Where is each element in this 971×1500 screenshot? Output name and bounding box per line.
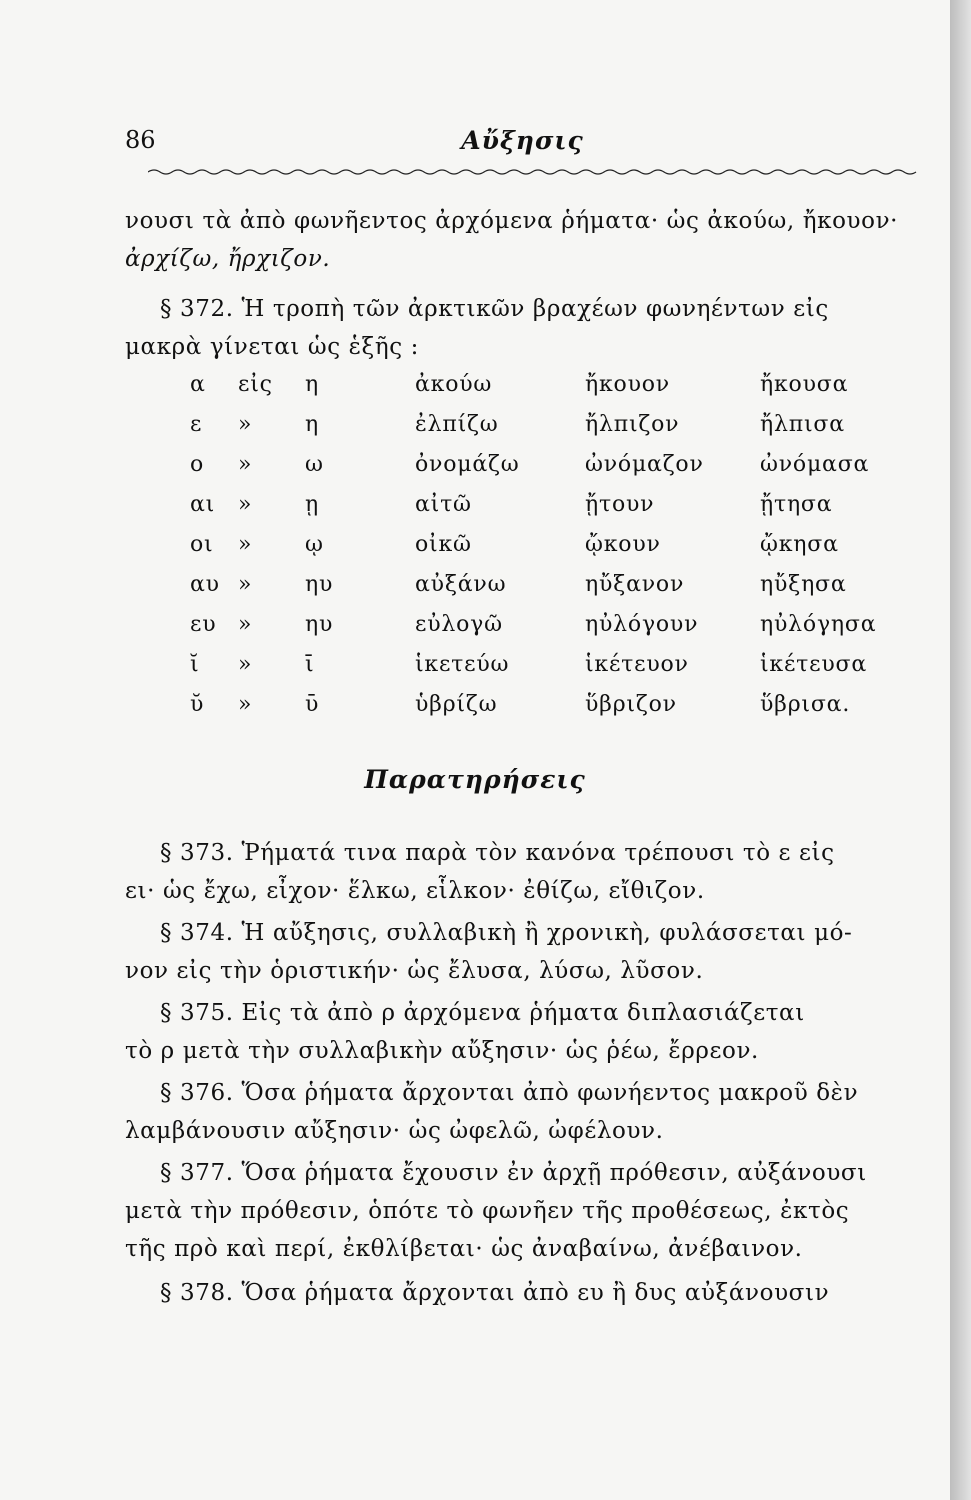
header-rule	[148, 168, 918, 176]
vowel-to: ῡ	[305, 692, 320, 717]
vowel-to: ῃ	[305, 492, 319, 517]
vowel-to: ηυ	[305, 572, 334, 597]
vowel-to: ηυ	[305, 612, 334, 637]
vowel-from: αυ	[190, 572, 220, 597]
arrow-mark: »	[238, 612, 253, 637]
table-row	[190, 492, 910, 532]
vowel-from: α	[190, 372, 206, 397]
s376-line-1: § 376. Ὅσα ῥήματα ἄρχονται ἀπὸ φωνήεντος μακροῦ δὲν	[160, 1080, 859, 1106]
present-form: ὑβρίζω	[415, 692, 498, 717]
arrow-mark: »	[238, 452, 253, 477]
s375-line-2: τὸ ρ μετὰ τὴν συλλαβικὴν αὔξησιν· ὡς ῥέω, ἔρρεον.	[125, 1038, 759, 1064]
s375-line-1: § 375. Εἰς τὰ ἀπὸ ρ ἀρχόμενα ῥήματα διπλασιάζεται	[160, 1000, 805, 1026]
present-form: ὀνομάζω	[415, 452, 520, 477]
present-form: ἀκούω	[415, 372, 493, 397]
table-row	[190, 572, 910, 612]
arrow-mark: »	[238, 412, 253, 437]
imperfect-form: ηὐλόγουν	[585, 612, 699, 637]
page-number: 86	[125, 126, 156, 154]
present-form: αἰτῶ	[415, 492, 472, 517]
s374-line-2: νον εἰς τὴν ὁριστικήν· ὡς ἔλυσα, λύσω, λῦσον.	[125, 958, 704, 984]
imperfect-form: ἱκέτευον	[585, 652, 689, 677]
present-form: αὐξάνω	[415, 572, 507, 597]
table-row	[190, 372, 910, 412]
present-form: οἰκῶ	[415, 532, 472, 557]
s378-line-1: § 378. Ὅσα ῥήματα ἄρχονται ἀπὸ ευ ἢ δυς αὐξάνουσιν	[160, 1280, 830, 1306]
vowel-to: η	[305, 372, 319, 397]
s372-line-2: μακρὰ γίνεται ὡς ἑξῆς :	[125, 334, 419, 360]
aorist-form: ᾤκησα	[760, 532, 839, 557]
table-row	[190, 612, 910, 652]
imperfect-form: ᾔτουν	[585, 492, 655, 517]
aorist-form: ἱκέτευσα	[760, 652, 867, 677]
vowel-to: ω	[305, 452, 324, 477]
aorist-form: ηὐλόγησα	[760, 612, 877, 637]
present-form: ἐλπίζω	[415, 412, 499, 437]
arrow-mark: »	[238, 652, 253, 677]
arrow-mark: »	[238, 532, 253, 557]
s377-line-2: μετὰ τὴν πρόθεσιν, ὁπότε τὸ φωνῆεν τῆς προθέσεως, ἐκτὸς	[125, 1198, 850, 1224]
imperfect-form: ὠνόμαζον	[585, 452, 704, 477]
vowel-from: αι	[190, 492, 216, 517]
s377-line-3: τῆς πρὸ καὶ περί, ἐκθλίβεται· ὡς ἀναβαίνω, ἀνέβαινον.	[125, 1236, 803, 1262]
vowel-from: ο	[190, 452, 205, 477]
vowel-to: η	[305, 412, 319, 437]
aorist-form: ὕβρισα.	[760, 692, 851, 717]
imperfect-form: ἤλπιζον	[585, 412, 680, 437]
s374-line-1: § 374. Ἡ αὔξησις, συλλαβικὴ ἢ χρονικὴ, φυλάσσεται μό-	[160, 920, 853, 946]
intro-line-1: νουσι τὰ ἀπὸ φωνῆεντος ἀρχόμενα ῥήματα· ὡς ἀκούω, ἤκουον·	[125, 208, 899, 234]
vowel-to: ῑ	[305, 652, 315, 677]
aorist-form: ὠνόμασα	[760, 452, 870, 477]
observations-title: Παρατηρήσεις	[364, 765, 586, 794]
imperfect-form: ἤκουον	[585, 372, 670, 397]
augment-table	[190, 372, 910, 732]
vowel-from: οι	[190, 532, 214, 557]
s372-line-1: § 372. Ἡ τροπὴ τῶν ἀρκτικῶν βραχέων φωνηέντων εἰς	[160, 296, 829, 322]
s373-line-1: § 373. Ῥήματά τινα παρὰ τὸν κανόνα τρέπουσι τὸ ε εἰς	[160, 840, 835, 866]
s376-line-2: λαμβάνουσιν αὔξησιν· ὡς ὠφελῶ, ὠφέλουν.	[125, 1118, 664, 1144]
imperfect-form: ᾤκουν	[585, 532, 661, 557]
table-row	[190, 412, 910, 452]
arrow-mark: »	[238, 572, 253, 597]
facing-page-edge	[950, 0, 971, 1500]
s377-line-1: § 377. Ὅσα ῥήματα ἔχουσιν ἐν ἀρχῇ πρόθεσιν, αὐξάνουσι	[160, 1160, 867, 1186]
vowel-from: ευ	[190, 612, 217, 637]
table-row	[190, 692, 910, 732]
vowel-from: ῠ	[190, 692, 205, 717]
present-form: εὐλογῶ	[415, 612, 503, 637]
table-row	[190, 652, 910, 692]
aorist-form: ᾔτησα	[760, 492, 833, 517]
arrow-mark: εἰς	[238, 372, 273, 397]
running-title: Αὔξησις	[461, 126, 584, 155]
imperfect-form: ὕβριζον	[585, 692, 677, 717]
table-row	[190, 532, 910, 572]
imperfect-form: ηὔξανον	[585, 572, 685, 597]
aorist-form: ηὔξησα	[760, 572, 847, 597]
arrow-mark: »	[238, 492, 253, 517]
page-header	[125, 126, 920, 166]
aorist-form: ἤλπισα	[760, 412, 845, 437]
vowel-from: ε	[190, 412, 203, 437]
present-form: ἱκετεύω	[415, 652, 510, 677]
vowel-from: ῐ	[190, 652, 200, 677]
aorist-form: ἤκουσα	[760, 372, 849, 397]
vowel-to: ῳ	[305, 532, 324, 557]
table-row	[190, 452, 910, 492]
s373-line-2: ει· ὡς ἔχω, εἶχον· ἕλκω, εἷλκον· ἐθίζω, εἴθιζον.	[125, 878, 705, 904]
intro-line-2: ἀρχίζω, ἤρχιζον.	[125, 246, 331, 272]
arrow-mark: »	[238, 692, 253, 717]
